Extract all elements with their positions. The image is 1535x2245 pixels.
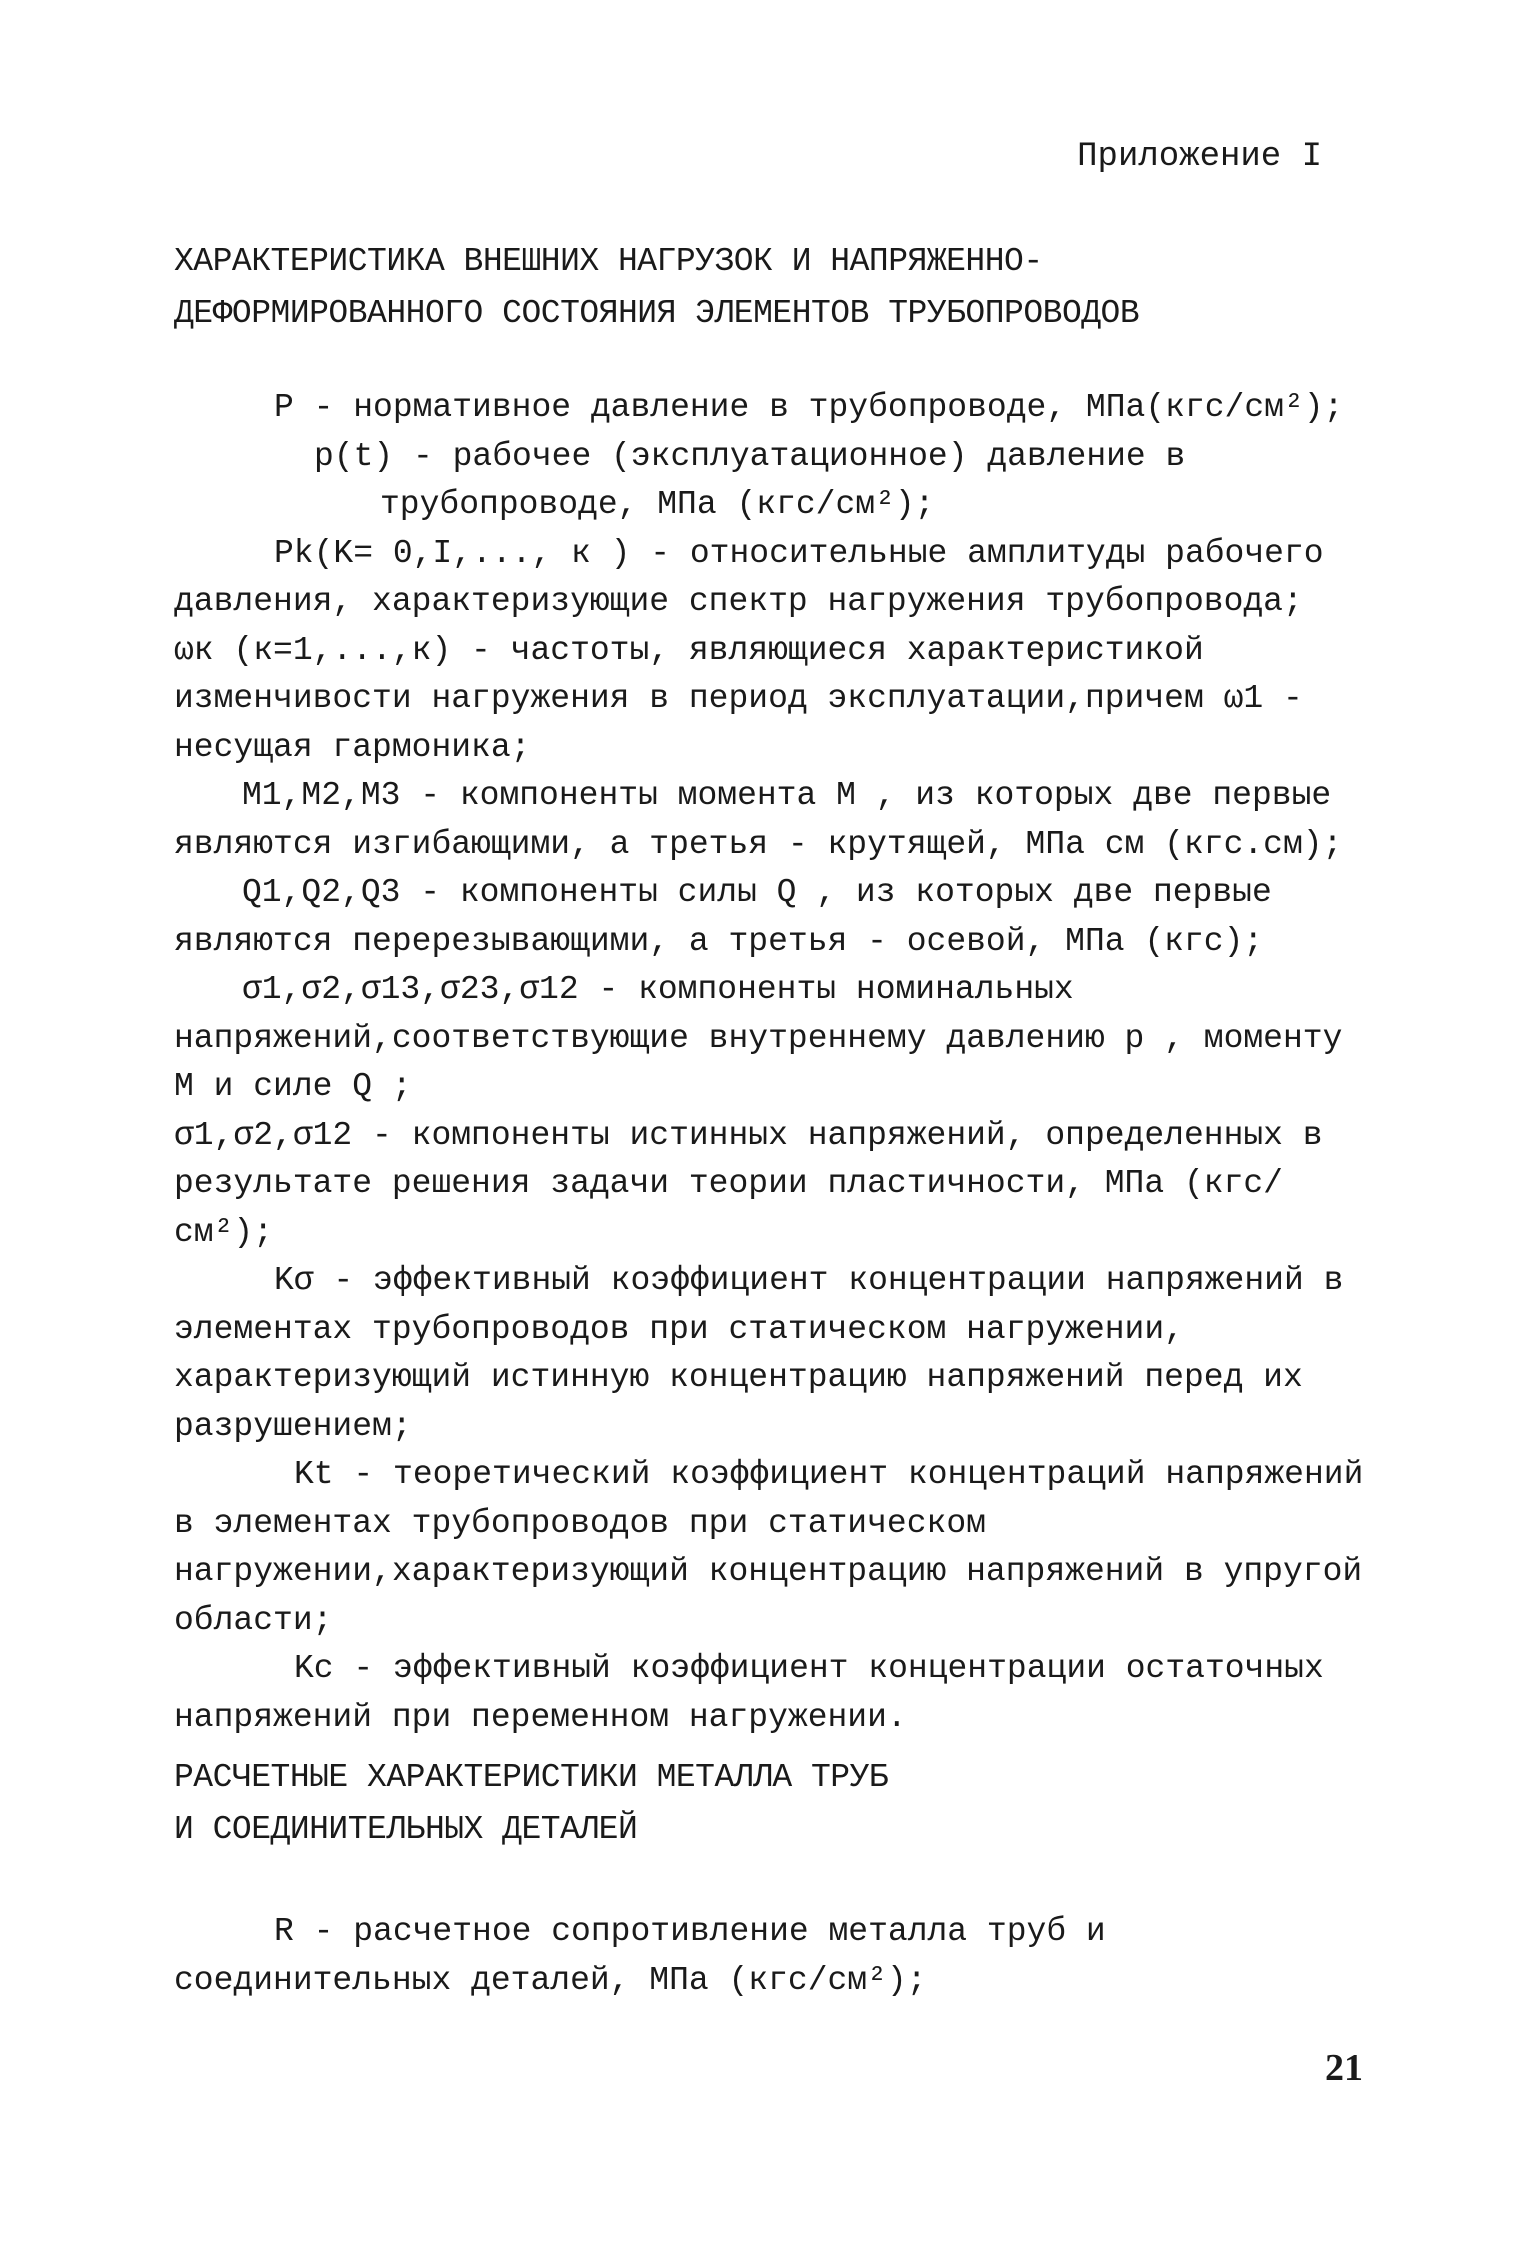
definition-pk — [174, 530, 1374, 627]
definition-text: ωк (к=1,...,к) - частоты, являющиеся характеристикой изменчивости нагружения в период эксплуатации,причем ω1 - несущая гармоника; — [174, 631, 1303, 766]
definition-text: σ1,σ2,σ12 - компоненты истинных напряжений, определенных в результате решения задачи теории пластичности, МПа (кгс/см²); — [174, 1116, 1323, 1251]
definition-text: Q1,Q2,Q3 - компоненты силы Q , из которых две первые являются перерезывающими, а третья - осевой, МПа (кгс); — [174, 874, 1272, 960]
section2-title-line1: РАСЧЕТНЫЕ ХАРАКТЕРИСТИКИ МЕТАЛЛА ТРУБ — [174, 1759, 889, 1796]
section1-title-line1: ХАРАКТЕРИСТИКА ВНЕШНИХ НАГРУЗОК И НАПРЯЖЕННО- — [174, 243, 1043, 280]
definition-p — [174, 384, 1374, 433]
definition-text: P - нормативное давление в трубопроводе, МПа(кгс/см²); — [274, 389, 1344, 426]
section1-body — [174, 384, 1374, 1742]
section2-title-line2: И СОЕДИНИТЕЛЬНЫХ ДЕТАЛЕЙ — [174, 1811, 638, 1848]
definition-text: Kc - эффективный коэффициент концентрации остаточных напряжений при переменном нагружении. — [174, 1650, 1324, 1736]
page-number: 21 — [1325, 2047, 1363, 2089]
definition-omega — [174, 627, 1374, 773]
definition-kt — [174, 1451, 1374, 1645]
definition-true-stress — [174, 1112, 1374, 1258]
definition-k-sigma — [174, 1257, 1374, 1451]
definition-text: Pk(K= 0,I,..., к ) - относительные амплитуды рабочего давления, характеризующие спектр нагружения трубопровода; — [174, 534, 1324, 620]
definition-text: Kt - теоретический коэффициент концентраций напряжений в элементах трубопроводов при статическом нагружении,характеризующий концентрацию напряжений в упругой области; — [174, 1456, 1364, 1639]
definition-kc — [174, 1645, 1374, 1742]
section1-title-line2: ДЕФОРМИРОВАННОГО СОСТОЯНИЯ ЭЛЕМЕНТОВ ТРУБОПРОВОДОВ — [174, 295, 1140, 332]
definition-pt — [174, 433, 1374, 530]
definition-force — [174, 869, 1374, 966]
definition-text: p(t) - рабочее (эксплуатационное) давление в трубопроводе, МПа (кгс/см²); — [314, 437, 1186, 523]
definition-text: M1,M2,M3 - компоненты момента M , из которых две первые являются изгибающими, а третья - крутящей, МПа см (кгс.см); — [174, 777, 1343, 863]
definition-text: σ1,σ2,σ13,σ23,σ12 - компоненты номинальных напряжений,соответствующие внутреннему давлению p , моменту M и силе Q ; — [174, 971, 1343, 1105]
definition-r — [174, 1908, 1374, 2005]
appendix-label: Приложение I — [1077, 138, 1322, 176]
definition-moment — [174, 772, 1374, 869]
definition-text: Kσ - эффективный коэффициент концентрации напряжений в элементах трубопроводов при статическом нагружении, характеризующий истинную концентрацию напряжений перед их разрушением; — [174, 1262, 1344, 1445]
definition-text: R - расчетное сопротивление металла труб и соединительных деталей, МПа (кгс/см²); — [174, 1913, 1106, 1999]
section2-body — [174, 1908, 1374, 2005]
definition-nominal-stress — [174, 966, 1374, 1112]
